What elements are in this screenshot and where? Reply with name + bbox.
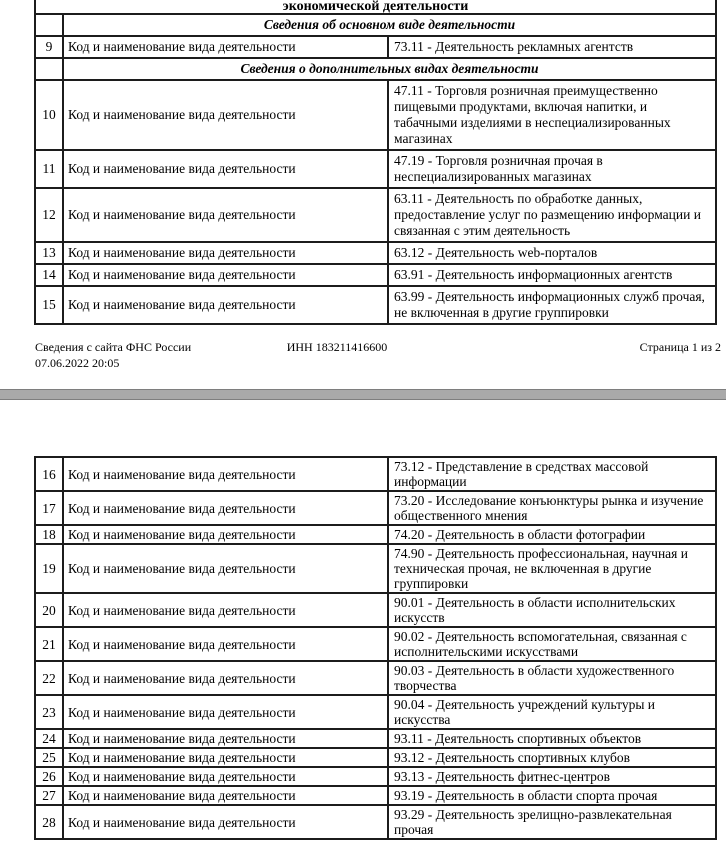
row-number: 12 (35, 188, 63, 242)
table-row (35, 593, 716, 627)
row-value: 63.91 - Деятельность информационных агентств (388, 264, 716, 286)
row-value: 93.29 - Деятельность зрелищно-развлекательная прочая (388, 805, 716, 839)
row-label: Код и наименование вида деятельности (63, 491, 388, 525)
row-value: 47.11 - Торговля розничная преимущественно пищевыми продуктами, включая напитки, и табачными изделиями в неспециализированных магазинах (388, 80, 716, 150)
row-number-cell (35, 58, 63, 80)
row-number: 14 (35, 264, 63, 286)
row-label: Код и наименование вида деятельности (63, 36, 388, 58)
row-label: Код и наименование вида деятельности (63, 695, 388, 729)
row-number: 18 (35, 525, 63, 544)
row-label: Код и наименование вида деятельности (63, 544, 388, 593)
row-number: 21 (35, 627, 63, 661)
table-row (35, 457, 716, 491)
table-row (35, 36, 716, 58)
row-value: 90.03 - Деятельность в области художественного творчества (388, 661, 716, 695)
row-number: 28 (35, 805, 63, 839)
row-label: Код и наименование вида деятельности (63, 150, 388, 188)
row-label: Код и наименование вида деятельности (63, 729, 388, 748)
row-label: Код и наименование вида деятельности (63, 525, 388, 544)
table-row (35, 286, 716, 324)
row-value: 74.90 - Деятельность профессиональная, научная и техническая прочая, не включенная в другие группировки (388, 544, 716, 593)
section-header-row (35, 14, 716, 36)
row-label: Код и наименование вида деятельности (63, 593, 388, 627)
row-number: 15 (35, 286, 63, 324)
row-value: 63.11 - Деятельность по обработке данных, предоставление услуг по размещению информации и связанная с этим деятельность (388, 188, 716, 242)
activity-codes-table-page1 (34, 0, 717, 325)
row-value: 73.11 - Деятельность рекламных агентств (388, 36, 716, 58)
row-number: 9 (35, 36, 63, 58)
footer-source: Сведения с сайта ФНС России (35, 340, 192, 354)
row-label: Код и наименование вида деятельности (63, 457, 388, 491)
row-label: Код и наименование вида деятельности (63, 242, 388, 264)
footer-inn: ИНН 183211416600 (286, 340, 388, 354)
row-value: 90.04 - Деятельность учреждений культуры и искусства (388, 695, 716, 729)
row-label: Код и наименование вида деятельности (63, 286, 388, 324)
row-number: 26 (35, 767, 63, 786)
footer-datetime: 07.06.2022 20:05 (35, 356, 120, 370)
table-row (35, 748, 716, 767)
row-value: 74.20 - Деятельность в области фотографии (388, 525, 716, 544)
row-value: 63.12 - Деятельность web-порталов (388, 242, 716, 264)
section-title: Сведения об основном виде деятельности (63, 14, 716, 36)
row-value: 73.12 - Представление в средствах массовой информации (388, 457, 716, 491)
table-row (35, 491, 716, 525)
row-label: Код и наименование вида деятельности (63, 80, 388, 150)
table-row (35, 525, 716, 544)
section-header-row (35, 58, 716, 80)
row-label: Код и наименование вида деятельности (63, 661, 388, 695)
row-label: Код и наименование вида деятельности (63, 786, 388, 805)
table-row (35, 264, 716, 286)
table-row (35, 786, 716, 805)
table-row (35, 729, 716, 748)
row-number: 22 (35, 661, 63, 695)
row-number: 16 (35, 457, 63, 491)
table-row (35, 242, 716, 264)
row-value: 63.99 - Деятельность информационных служб прочая, не включенная в другие группировки (388, 286, 716, 324)
row-value: 73.20 - Исследование конъюнктуры рынка и изучение общественного мнения (388, 491, 716, 525)
row-number: 24 (35, 729, 63, 748)
row-number: 19 (35, 544, 63, 593)
page-break-separator (0, 389, 726, 400)
row-value: 93.13 - Деятельность фитнес-центров (388, 767, 716, 786)
activity-table-body-page1 (35, 0, 716, 324)
row-label: Код и наименование вида деятельности (63, 188, 388, 242)
row-value: 90.02 - Деятельность вспомогательная, связанная с исполнительскими искусствами (388, 627, 716, 661)
row-label: Код и наименование вида деятельности (63, 748, 388, 767)
table-row (35, 695, 716, 729)
row-number: 17 (35, 491, 63, 525)
section-title: Сведения о дополнительных видах деятельности (63, 58, 716, 80)
table-header-continuation: экономической деятельности (35, 0, 716, 14)
row-value: 93.19 - Деятельность в области спорта прочая (388, 786, 716, 805)
row-number: 11 (35, 150, 63, 188)
table-row (35, 80, 716, 150)
row-label: Код и наименование вида деятельности (63, 627, 388, 661)
table-row (35, 767, 716, 786)
row-label: Код и наименование вида деятельности (63, 264, 388, 286)
table-row (35, 150, 716, 188)
pdf-page-2 (34, 456, 717, 840)
row-value: 93.12 - Деятельность спортивных клубов (388, 748, 716, 767)
activity-table-body-page2 (35, 457, 716, 839)
row-number: 20 (35, 593, 63, 627)
row-label: Код и наименование вида деятельности (63, 805, 388, 839)
table-header-continuation-row (35, 0, 716, 14)
table-row (35, 805, 716, 839)
row-number-cell (35, 14, 63, 36)
row-number: 13 (35, 242, 63, 264)
row-number: 23 (35, 695, 63, 729)
footer-page-number: Страница 1 из 2 (639, 340, 721, 354)
table-row (35, 627, 716, 661)
table-row (35, 544, 716, 593)
activity-codes-table-page2 (34, 456, 717, 840)
row-number: 10 (35, 80, 63, 150)
row-value: 90.01 - Деятельность в области исполнительских искусств (388, 593, 716, 627)
table-row (35, 661, 716, 695)
row-number: 27 (35, 786, 63, 805)
pdf-page-1 (34, 0, 717, 325)
table-row (35, 188, 716, 242)
row-number: 25 (35, 748, 63, 767)
row-value: 93.11 - Деятельность спортивных объектов (388, 729, 716, 748)
row-value: 47.19 - Торговля розничная прочая в неспециализированных магазинах (388, 150, 716, 188)
row-label: Код и наименование вида деятельности (63, 767, 388, 786)
